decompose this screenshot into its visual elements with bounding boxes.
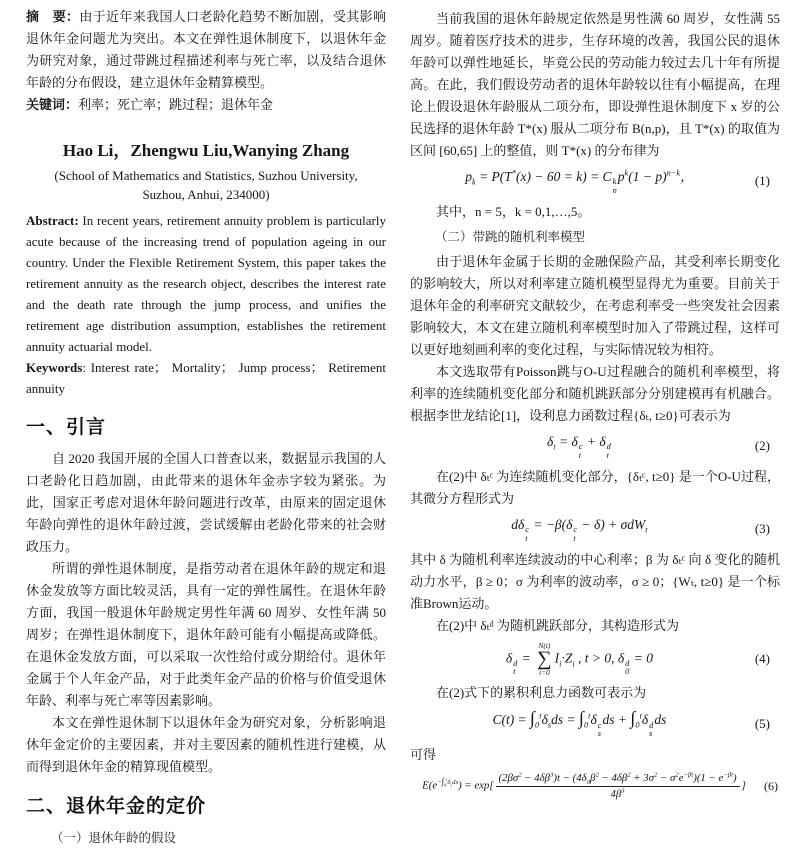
left-column xyxy=(26,6,386,852)
equation-5-math: $C(t) = \int_0^t\delta_sds = \int_0^t\delta$ c s ds + $\int_0^t\delta$ d s ds xyxy=(492,708,667,739)
keywords-en-text: : Interest rate； Mortality； Jump process； Retirement annuity xyxy=(26,360,386,396)
abstract-cn-text: 由于近年来我国人口老龄化趋势不断加剧，受其影响退休年金问题尤为突出。本文在弹性退休制度下，以退休年金为研究对象，通过带跳过程描述利率与死亡率，以及结合退休年龄的分布假设，建立退休年金精算模型。 xyxy=(26,9,386,90)
equation-6-number: (6) xyxy=(764,778,778,793)
equation-4 xyxy=(410,642,780,678)
abstract-cn-label: 摘 要： xyxy=(26,9,80,24)
equation-3-number: (3) xyxy=(754,521,770,537)
equation-1-math: $p_k = P(T^*(x) - 60 = k) = C$ k n $p^k(1 - p)^{n-k}$， xyxy=(465,168,694,196)
intro-paragraph-2: 所谓的弹性退休制度，是指劳动者在退休年龄的规定和退休金发放等方面比较灵活，具有一定的弹性属性。在退休年龄方面，我国一般退休年龄规定男性年满 60 周岁、女性年满 50 周岁；在弹性退休制度下，退休年龄可能有小幅提高或降低。在退休金发放方面，可以采取一次性给付或分期给付。退休年金属于个人年金产品，对于此类年金产品的价格与价值受退休年龄、利率与死亡率等因素影响。 xyxy=(26,561,386,708)
keywords-en xyxy=(26,357,386,399)
equation-5 xyxy=(410,709,780,739)
abstract-en xyxy=(26,210,386,357)
authors-line: Hao Li，Zhengwu Liu,Wanying Zhang xyxy=(62,141,350,160)
parameters-paragraph: 其中 δ 为随机利率连续波动的中心利率；β 为 δₜᶜ 向 δ 变化的随机动力水平，β ≥ 0；σ 为利率的波动率，σ ≥ 0；{Wₜ, t≥0} 是一个标准Brown运动。 xyxy=(410,551,780,611)
interest-rate-paragraph-2: 本文选取带有Poisson跳与O-U过程融合的随机利率模型，将利率的连续随机变化部分和随机跳跃部分分别建模再有机融合。根据李世龙结论[1]，设利息力函数过程{δₜ, t≥0}可表示为 xyxy=(410,363,780,423)
cumulative-force-paragraph: 在(2)式下的累积利息力函数可表示为 xyxy=(436,685,647,701)
keywords-cn-text: 利率；死亡率；跳过程；退休年金 xyxy=(78,97,274,112)
subsection-2-2-heading: （二）带跳的随机利率模型 xyxy=(435,229,586,244)
intro-paragraph-1: 自 2020 我国开展的全国人口普查以来，数据显示我国的人口老龄化日趋加剧，由此带来的退休年金赤字较为紧张。为此，国家正考虑对退休年龄问题进行改革，由原来的固定退休年龄向弹性的退休年龄过渡，尝试缓解由老龄化带来的社会财政压力。 xyxy=(26,451,386,554)
retirement-age-paragraph: 当前我国的退休年龄规定依然是男性满 60 周岁，女性满 55 周岁。随着医疗技术的进步，生存环境的改善，我国公民的退休年龄可以弹性地延长，毕竟公民的劳动能力较过去几十年有所提高。在此，我们假设劳动者的退休年龄较以往有小幅提高，在理论上假设退休年龄服从二项分布，即设弹性退休制度下 x 岁的公民选择的退休年龄 T*(x) 服从二项分布 B(n,p)，且 T*(x) 的取值为区间 [60,65] 上的整值，则 T*(x) 的分布律为 xyxy=(410,11,780,158)
subsection-2-1-heading: （一）退休年龄的假设 xyxy=(51,831,177,845)
abstract-cn xyxy=(26,6,386,94)
equation-2-number: (2) xyxy=(754,438,770,454)
keywords-en-label: Keywords xyxy=(26,360,83,375)
equation-4-number: (4) xyxy=(754,651,770,667)
equation-3 xyxy=(410,515,780,544)
abstract-en-label: Abstract: xyxy=(26,213,79,228)
keywords-cn-label: 关键词： xyxy=(26,97,79,112)
equation-1-number: (1) xyxy=(754,173,770,189)
section-1-heading: 一、引言 xyxy=(26,417,107,438)
equation-3-math: dδ c t = −β(δ c t − δ) + σdW$_t$ xyxy=(511,516,648,543)
equation-6-math: $E(e^{-\int_0^t\delta_sds}) = \exp$[ $\frac{(2\beta\sigma^2 - 4\delta\beta^3)t - (4\delta_0\beta^2 - 4\delta\beta^2 + 3\sigma^2 - \sigma^2e^{-\beta t})(1 - e^{-\beta t})}{4\beta^3}$ ] xyxy=(422,771,746,800)
abstract-en-text: In recent years, retirement annuity problem is particularly acute because of the increasing trend of population ageing in our country. Under the Flexible Retirement System, this paper takes the retirement annuity as the research object, describes the interest rate and the death rate through the jump process, and unifies the retirement age distribution assumption, establishes the retirement annuity actuarial model. xyxy=(26,213,386,354)
equation-4-math: δ d t = N(t) ∑ i=0 $I_i\cdot Z_i$ , t > 0, δ d 0 = 0 xyxy=(505,640,653,678)
intro-paragraph-3: 本文在弹性退休制下以退休年金为研究对象，分析影响退休年金定价的主要因素，并对主要因素的随机性进行建模，从而得到退休年金的精算现值模型。 xyxy=(26,715,386,774)
equation-1-note: 其中，n = 5，k = 0,1,…,5。 xyxy=(436,203,591,219)
ou-process-paragraph: 在(2)中 δₜᶜ 为连续随机变化部分，{δₜᶜ, t≥0} 是一个O-U过程，其微分方程形式为 xyxy=(410,468,780,506)
equation-2 xyxy=(410,432,780,461)
equation-2-math: $\delta_t = \delta$ c t + δ d t xyxy=(547,433,611,461)
equation-5-number: (5) xyxy=(754,716,770,732)
section-2-heading: 二、退休年金的定价 xyxy=(26,796,207,817)
equation-1 xyxy=(410,167,780,196)
jump-part-paragraph: 在(2)中 δₜᵈ 为随机跳跃部分，其构造形式为 xyxy=(436,617,680,633)
affiliation: (School of Mathematics and Statistics, Suzhou University, Suzhou, Anhui, 234000) xyxy=(54,168,358,202)
interest-rate-paragraph-1: 由于退休年金属于长期的金融保险产品，其受利率长期变化的影响较大，所以对利率建立随机模型显得尤为重要。目前关于退休年金的利率研究文献较少，在考虑利率受一些突发社会因素影响较大，本文在建立随机利率模型时加入了带跳过程，这样可以更好地刻画利率的变化过程，与实际情况较为相符。 xyxy=(410,253,780,357)
equation-6 xyxy=(410,771,780,801)
right-column xyxy=(410,6,780,852)
keywords-cn xyxy=(26,94,386,116)
result-lead-in: 可得 xyxy=(410,747,437,763)
